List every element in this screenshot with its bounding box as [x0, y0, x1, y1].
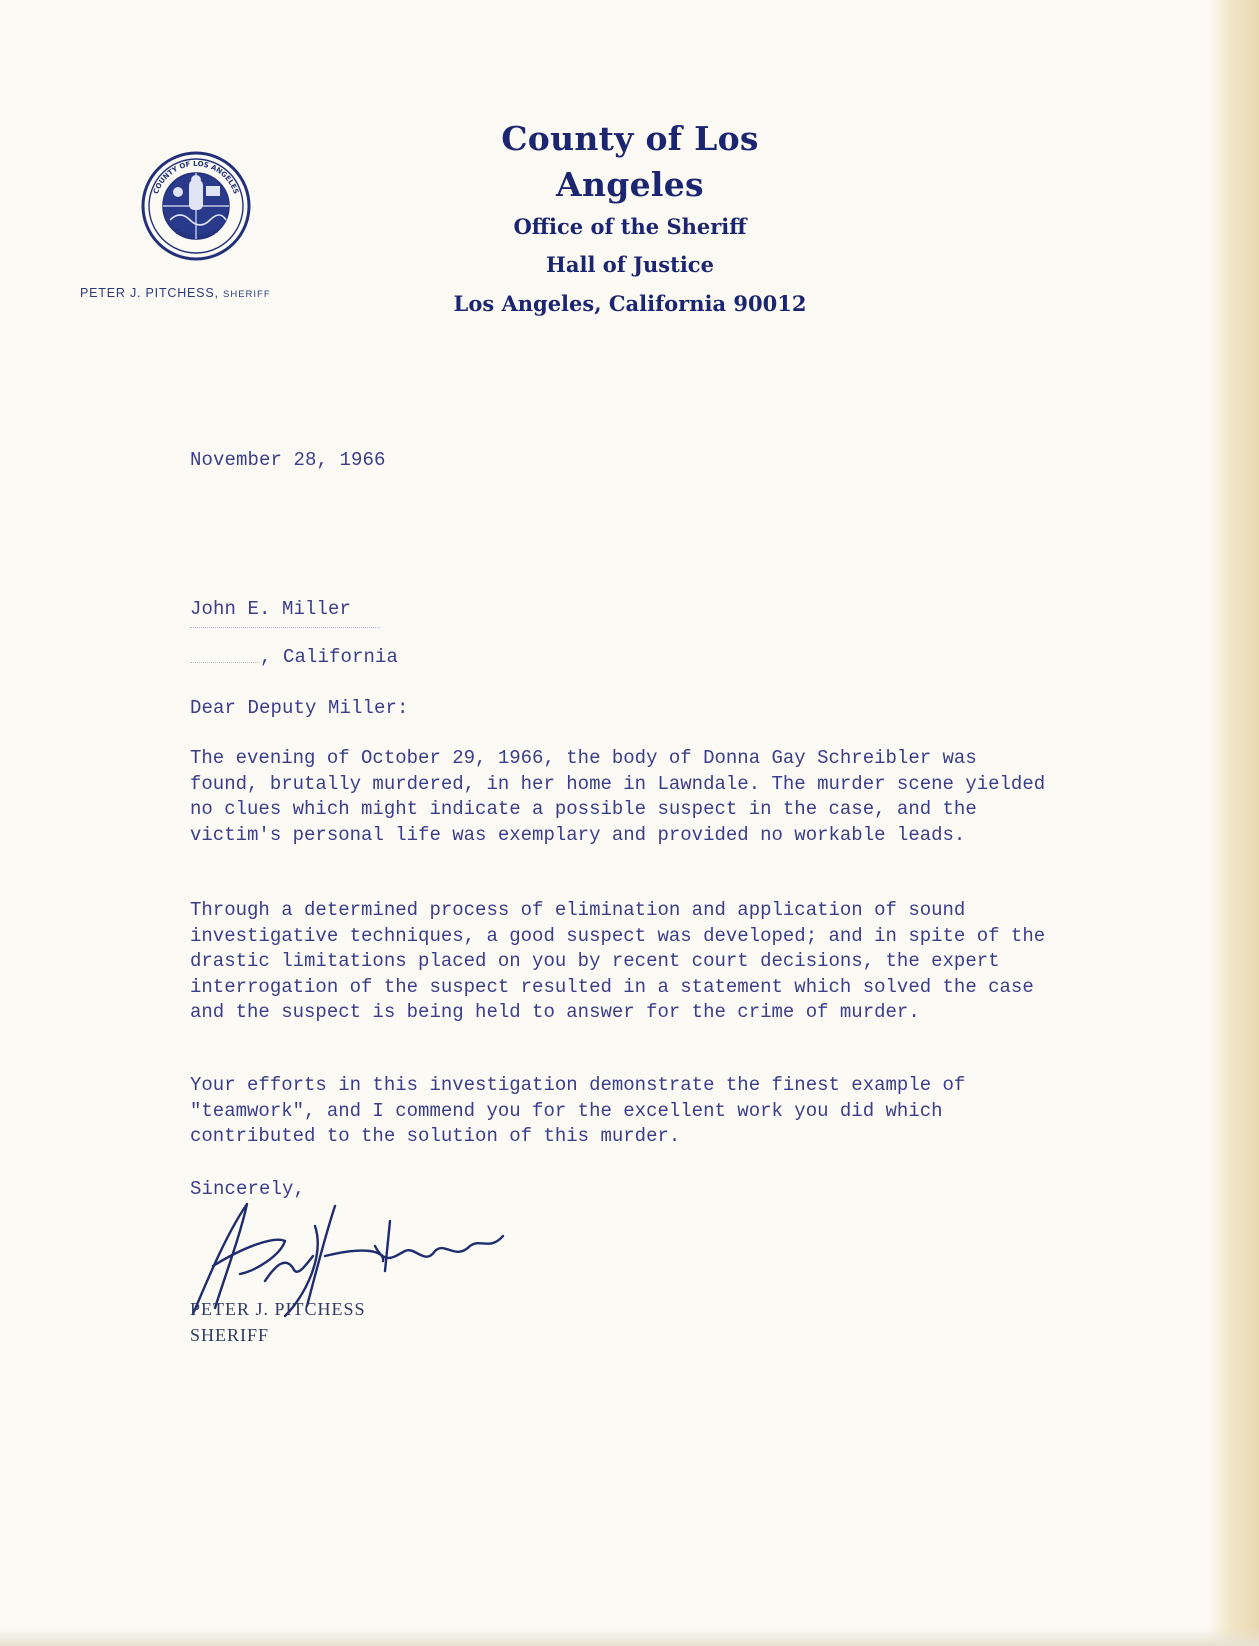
recipient-city-line [190, 645, 398, 671]
redacted-city [190, 650, 260, 663]
letter-date: November 28, 1966 [190, 449, 386, 471]
county-seal-icon [140, 150, 252, 262]
letterhead [430, 116, 830, 324]
letterhead-hall: Hall of Justice [546, 252, 714, 277]
paper-edge-shadow [1207, 0, 1259, 1646]
scan-bottom-strip [0, 1628, 1259, 1646]
body-paragraph-1: The evening of October 29, 1966, the body of Donna Gay Schreibler was found, brutally murdered, in her home in Lawndale. The murder scene yielded no clues which might indicate a possible suspect in the case, and the victim's personal life was exemplary and provided no workable leads. [190, 747, 1046, 846]
letterhead-address: Los Angeles, California 90012 [453, 291, 807, 316]
recipient-name: John E. Miller [190, 598, 352, 620]
letterhead-office: Office of the Sheriff [513, 214, 747, 239]
recipient-state: , California [260, 646, 399, 668]
sheriff-name: PETER J. PITCHESS, [80, 286, 219, 300]
signature-block [190, 1296, 366, 1348]
seal-ring-bottom-text: CALIFORNIA [172, 226, 220, 242]
seal-ring-top-text: COUNTY OF LOS ANGELES [152, 159, 240, 196]
sheriff-name-line [80, 286, 312, 300]
recipient-street-redacted [190, 621, 380, 647]
sheriff-title: SHERIFF [223, 289, 271, 300]
signer-name: PETER J. PITCHESS [190, 1299, 366, 1319]
letterhead-county: County of Los Angeles [501, 119, 759, 204]
salutation: Dear Deputy Miller: [190, 697, 409, 719]
body-paragraph-2: Through a determined process of elimination and application of sound investigative techniques, a good suspect was developed; and in spite of the drastic limitations placed on you by recent court decisions, the expert interrogation of the suspect resulted in a statement which solved the case and the suspect is being held to answer for the crime of murder. [190, 899, 1046, 1024]
closing: Sincerely, [190, 1178, 306, 1200]
body-paragraph-3: Your efforts in this investigation demonstrate the finest example of "teamwork", and I commend you for the excellent work you did which contributed to the solution of this murder. [190, 1074, 966, 1148]
signer-title: SHERIFF [190, 1325, 270, 1345]
